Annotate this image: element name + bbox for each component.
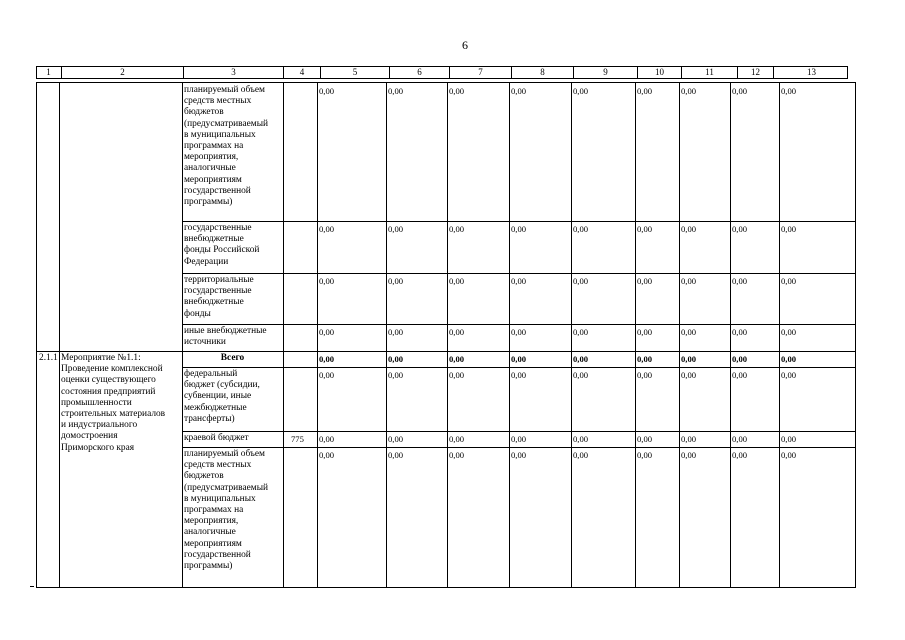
column-rule — [571, 83, 572, 587]
column-rule — [59, 83, 60, 587]
value-cell: 0,00 — [319, 450, 335, 460]
column-rule — [283, 83, 284, 587]
row-rule — [182, 367, 855, 368]
source-label-row-local: планируемый объем средств местных бюджетов (предусматриваемый в муниципальных программах на мероприятия, аналогичные мероприятиям государственной программы) — [184, 85, 269, 208]
value-cell: 0,00 — [732, 450, 748, 460]
value-cell: 0,00 — [681, 434, 697, 444]
value-cell: 0,00 — [732, 354, 748, 364]
source-label-row-federal: федеральный бюджет (субсидии, субвенции, иные межбюджетные трансферты) — [184, 369, 260, 424]
header-col-4: 4 — [283, 67, 320, 78]
row-rule — [182, 221, 855, 222]
column-rule — [679, 83, 680, 587]
column-rule — [635, 83, 636, 587]
row-rule — [182, 324, 855, 325]
header-col-7: 7 — [449, 67, 511, 78]
margin-mark — [30, 586, 34, 587]
budget-table — [36, 82, 856, 588]
value-cell: 0,00 — [388, 354, 404, 364]
value-cell: 0,00 — [681, 450, 697, 460]
row-rule — [182, 447, 855, 448]
value-cell: 0,00 — [781, 86, 797, 96]
value-cell: 0,00 — [681, 354, 697, 364]
value-cell: 0,00 — [637, 354, 653, 364]
header-col-13: 13 — [773, 67, 849, 78]
value-cell: 0,00 — [732, 370, 748, 380]
value-cell: 0,00 — [573, 354, 589, 364]
value-cell: 0,00 — [319, 327, 335, 337]
value-cell: 0,00 — [781, 450, 797, 460]
source-label-row-local: планируемый объем средств местных бюджетов (предусматриваемый в муниципальных программах на мероприятия, аналогичные мероприятиям государственной программы) — [184, 449, 269, 572]
value-cell: 0,00 — [681, 86, 697, 96]
value-cell: 0,00 — [319, 224, 335, 234]
value-cell: 0,00 — [449, 354, 465, 364]
column-rule — [509, 83, 510, 587]
value-cell: 0,00 — [573, 327, 589, 337]
header-col-10: 10 — [637, 67, 681, 78]
column-rule — [779, 83, 780, 587]
value-cell: 0,00 — [511, 434, 527, 444]
value-cell: 0,00 — [511, 450, 527, 460]
value-cell: 0,00 — [511, 276, 527, 286]
value-cell: 0,00 — [732, 224, 748, 234]
value-cell: 0,00 — [449, 224, 465, 234]
value-cell: 0,00 — [573, 276, 589, 286]
source-label-row-total: Всего — [220, 353, 245, 363]
source-label-row-state-funds: государственные внебюджетные фонды Российской Федерации — [184, 223, 260, 267]
value-cell: 0,00 — [319, 86, 335, 96]
value-cell: 0,00 — [511, 354, 527, 364]
column-number-header — [36, 66, 848, 79]
value-cell: 0,00 — [781, 327, 797, 337]
measure-number: 2.1.1 — [39, 353, 58, 363]
row-rule — [37, 351, 855, 352]
value-cell: 0,00 — [388, 86, 404, 96]
value-cell: 0,00 — [449, 450, 465, 460]
value-cell: 0,00 — [511, 370, 527, 380]
source-label-row-other: иные внебюджетные источники — [184, 326, 267, 348]
value-cell: 0,00 — [388, 276, 404, 286]
header-col-6: 6 — [389, 67, 449, 78]
value-cell: 0,00 — [781, 354, 797, 364]
header-col-11: 11 — [681, 67, 737, 78]
value-cell: 0,00 — [388, 370, 404, 380]
value-cell: 0,00 — [637, 450, 653, 460]
value-cell: 0,00 — [319, 276, 335, 286]
header-col-2: 2 — [61, 67, 183, 78]
header-col-9: 9 — [573, 67, 637, 78]
header-col-8: 8 — [511, 67, 573, 78]
header-col-1: 1 — [46, 67, 51, 77]
value-cell: 0,00 — [732, 327, 748, 337]
value-cell: 0,00 — [449, 327, 465, 337]
value-cell: 0,00 — [388, 224, 404, 234]
value-cell: 0,00 — [637, 327, 653, 337]
value-cell: 0,00 — [637, 224, 653, 234]
value-cell: 0,00 — [781, 370, 797, 380]
value-cell: 0,00 — [573, 86, 589, 96]
column-rule — [386, 83, 387, 587]
value-cell: 0,00 — [681, 327, 697, 337]
value-cell: 0,00 — [573, 434, 589, 444]
column-rule — [317, 83, 318, 587]
header-col-5: 5 — [320, 67, 389, 78]
page-number: 6 — [462, 38, 468, 52]
value-cell: 0,00 — [449, 276, 465, 286]
row-rule — [182, 273, 855, 274]
value-cell: 0,00 — [319, 354, 335, 364]
value-cell: 0,00 — [449, 434, 465, 444]
value-cell: 0,00 — [637, 434, 653, 444]
value-cell: 0,00 — [511, 86, 527, 96]
value-cell: 0,00 — [732, 276, 748, 286]
value-cell: 0,00 — [781, 224, 797, 234]
column-rule — [182, 83, 183, 587]
value-cell: 0,00 — [573, 370, 589, 380]
value-cell: 0,00 — [511, 327, 527, 337]
header-col-3: 3 — [183, 67, 283, 78]
value-cell: 0,00 — [319, 370, 335, 380]
value-cell: 0,00 — [732, 434, 748, 444]
admin-code: 775 — [291, 434, 304, 444]
value-cell: 0,00 — [319, 434, 335, 444]
value-cell: 0,00 — [732, 86, 748, 96]
column-rule — [447, 83, 448, 587]
value-cell: 0,00 — [681, 276, 697, 286]
header-col-12: 12 — [737, 67, 773, 78]
value-cell: 0,00 — [637, 370, 653, 380]
row-rule — [182, 431, 855, 432]
value-cell: 0,00 — [511, 224, 527, 234]
value-cell: 0,00 — [449, 86, 465, 96]
value-cell: 0,00 — [388, 434, 404, 444]
value-cell: 0,00 — [573, 224, 589, 234]
value-cell: 0,00 — [681, 370, 697, 380]
measure-title: Мероприятие №1.1: Проведение комплексной оценки существующего состояния предприятий промышленности строительных материалов и индустриального домостроения Приморского края — [61, 353, 166, 453]
value-cell: 0,00 — [781, 276, 797, 286]
source-label-row-regional: краевой бюджет — [184, 433, 249, 443]
value-cell: 0,00 — [781, 434, 797, 444]
value-cell: 0,00 — [637, 86, 653, 96]
column-rule — [730, 83, 731, 587]
value-cell: 0,00 — [637, 276, 653, 286]
source-label-row-territorial: территориальные государственные внебюджетные фонды — [184, 275, 254, 319]
value-cell: 0,00 — [449, 370, 465, 380]
value-cell: 0,00 — [573, 450, 589, 460]
value-cell: 0,00 — [388, 327, 404, 337]
value-cell: 0,00 — [388, 450, 404, 460]
value-cell: 0,00 — [681, 224, 697, 234]
